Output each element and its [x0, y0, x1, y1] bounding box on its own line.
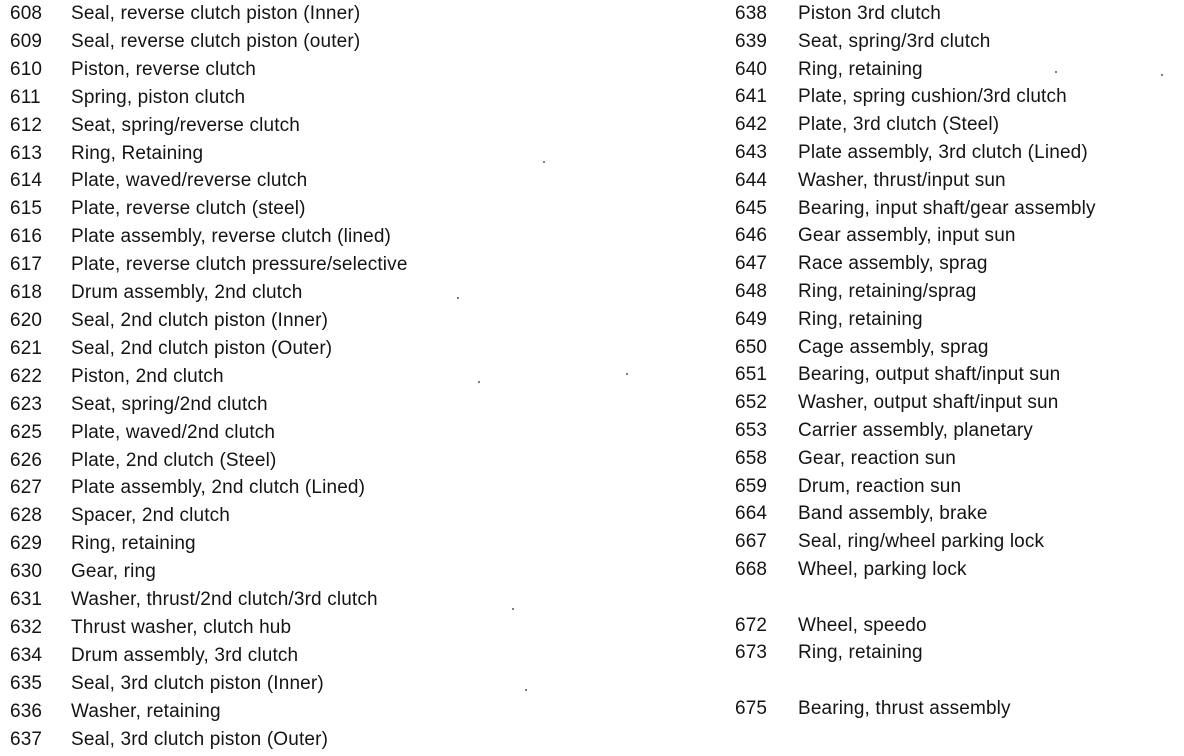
part-row: [731, 334, 1181, 362]
part-row: [4, 642, 564, 670]
scan-speck: [626, 373, 628, 375]
part-row: [731, 445, 1181, 473]
part-row: [4, 614, 564, 642]
part-number: 645: [735, 197, 768, 219]
part-number: 639: [735, 30, 768, 52]
part-number: 659: [735, 475, 768, 497]
part-row: [731, 111, 1181, 139]
part-number: 649: [735, 308, 768, 330]
part-row: [4, 167, 564, 195]
part-row: [731, 222, 1181, 250]
part-row: [4, 558, 564, 586]
part-row: [4, 502, 564, 530]
part-description: Seal, 2nd clutch piston (Outer): [71, 337, 333, 359]
part-number: 618: [10, 282, 43, 304]
part-row: [4, 223, 564, 251]
part-row: [4, 670, 564, 698]
part-row: [4, 84, 564, 112]
part-number: 615: [10, 198, 43, 220]
part-number: 614: [10, 170, 43, 192]
part-row: [4, 56, 564, 84]
scan-speck: [543, 161, 545, 163]
part-row: [4, 279, 564, 307]
part-description: Plate assembly, 3rd clutch (Lined): [798, 141, 1088, 163]
part-row: [4, 140, 564, 168]
part-number: 658: [735, 447, 768, 469]
part-description: Thrust washer, clutch hub: [71, 616, 292, 638]
part-row: [731, 556, 1181, 584]
part-row: [4, 726, 564, 754]
part-row: [731, 306, 1181, 334]
part-description: Seal, 2nd clutch piston (Inner): [71, 309, 329, 331]
part-number: 643: [735, 141, 768, 163]
part-description: Spacer, 2nd clutch: [71, 505, 231, 527]
part-row: [731, 139, 1181, 167]
part-row: [731, 695, 1181, 723]
part-description: Seal, ring/wheel parking lock: [798, 531, 1045, 553]
part-row: [4, 530, 564, 558]
part-description: Bearing, output shaft/input sun: [798, 364, 1061, 386]
part-description: Piston, reverse clutch: [71, 58, 256, 80]
part-row: [731, 250, 1181, 278]
part-number: 629: [10, 533, 43, 555]
part-row: [4, 195, 564, 223]
part-number: 612: [10, 114, 43, 136]
part-number: 646: [735, 225, 768, 247]
part-row: [4, 335, 564, 363]
part-number: 622: [10, 365, 43, 387]
part-row: [731, 612, 1181, 640]
part-description: Seat, spring/reverse clutch: [71, 114, 300, 136]
part-row: [4, 447, 564, 475]
part-description: Ring, retaining: [798, 308, 923, 330]
part-number: 638: [735, 3, 768, 24]
part-description: Cage assembly, sprag: [798, 336, 989, 358]
part-row: [731, 83, 1181, 111]
part-description: Seal, reverse clutch piston (outer): [71, 30, 361, 52]
part-number: 609: [10, 30, 43, 52]
list-spacer: [731, 584, 1181, 612]
part-number: 644: [735, 169, 768, 191]
part-description: Seat, spring/2nd clutch: [71, 393, 268, 415]
part-description: Washer, output shaft/input sun: [798, 392, 1059, 414]
part-number: 608: [10, 3, 43, 24]
part-row: [731, 56, 1181, 84]
part-description: Bearing, input shaft/gear assembly: [798, 197, 1096, 219]
part-number: 620: [10, 309, 43, 331]
part-number: 667: [735, 531, 768, 553]
list-spacer: [731, 667, 1181, 695]
part-row: [731, 28, 1181, 56]
part-number: 632: [10, 616, 43, 638]
part-description: Seal, reverse clutch piston (Inner): [71, 3, 361, 24]
part-description: Ring, retaining: [798, 642, 923, 664]
part-description: Seal, 3rd clutch piston (Inner): [71, 672, 324, 694]
part-description: Plate, waved/2nd clutch: [71, 421, 276, 443]
part-description: Piston 3rd clutch: [798, 3, 942, 24]
part-description: Ring, retaining: [798, 58, 923, 80]
part-row: [4, 28, 564, 56]
part-row: [731, 389, 1181, 417]
part-number: 621: [10, 337, 43, 359]
part-number: 640: [735, 58, 768, 80]
part-description: Plate, spring cushion/3rd clutch: [798, 86, 1067, 108]
part-number: 636: [10, 700, 43, 722]
part-row: [4, 391, 564, 419]
part-description: Gear, ring: [71, 561, 156, 583]
part-row: [731, 639, 1181, 667]
part-number: 648: [735, 280, 768, 302]
part-row: [731, 278, 1181, 306]
part-row: [731, 195, 1181, 223]
part-number: 611: [10, 86, 41, 108]
part-description: Gear assembly, input sun: [798, 225, 1016, 247]
part-description: Washer, thrust/input sun: [798, 169, 1006, 191]
part-row: [4, 474, 564, 502]
parts-list-left-column: [4, 0, 564, 753]
part-description: Ring, retaining: [71, 533, 196, 555]
part-description: Ring, Retaining: [71, 142, 204, 164]
part-description: Plate, reverse clutch (steel): [71, 198, 306, 220]
part-number: 627: [10, 477, 43, 499]
part-number: 642: [735, 114, 768, 136]
part-row: [4, 0, 564, 28]
part-description: Drum assembly, 2nd clutch: [71, 282, 303, 304]
part-number: 647: [735, 253, 768, 275]
part-row: [731, 0, 1181, 28]
part-number: 664: [735, 503, 768, 525]
part-number: 673: [735, 642, 768, 664]
part-number: 635: [10, 672, 43, 694]
part-description: Band assembly, brake: [798, 503, 988, 525]
part-row: [731, 361, 1181, 389]
part-description: Wheel, parking lock: [798, 558, 967, 580]
part-description: Washer, thrust/2nd clutch/3rd clutch: [71, 589, 378, 611]
part-number: 672: [735, 614, 768, 636]
part-description: Seat, spring/3rd clutch: [798, 30, 991, 52]
part-row: [4, 307, 564, 335]
parts-list-right-column: [731, 0, 1181, 723]
part-number: 651: [735, 364, 768, 386]
part-description: Washer, retaining: [71, 700, 221, 722]
part-number: 641: [735, 86, 768, 108]
part-description: Spring, piston clutch: [71, 86, 246, 108]
part-row: [4, 112, 564, 140]
part-number: 652: [735, 392, 768, 414]
part-number: 616: [10, 226, 43, 248]
part-description: Plate, waved/reverse clutch: [71, 170, 308, 192]
part-description: Gear, reaction sun: [798, 447, 956, 469]
part-number: 634: [10, 644, 43, 666]
scan-speck: [525, 689, 527, 691]
part-row: [4, 419, 564, 447]
part-row: [4, 363, 564, 391]
part-description: Ring, retaining/sprag: [798, 280, 977, 302]
part-number: 623: [10, 393, 43, 415]
part-description: Plate, 3rd clutch (Steel): [798, 114, 1000, 136]
part-number: 617: [10, 254, 43, 276]
part-number: 650: [735, 336, 768, 358]
scan-speck: [1055, 71, 1057, 73]
part-number: 610: [10, 58, 43, 80]
part-row: [731, 528, 1181, 556]
part-row: [731, 500, 1181, 528]
part-row: [4, 698, 564, 726]
part-row: [731, 473, 1181, 501]
part-description: Piston, 2nd clutch: [71, 365, 224, 387]
part-description: Plate, reverse clutch pressure/selective: [71, 254, 408, 276]
scan-speck: [1161, 74, 1163, 76]
part-description: Seal, 3rd clutch piston (Outer): [71, 728, 329, 750]
part-description: Drum, reaction sun: [798, 475, 962, 497]
part-row: [731, 167, 1181, 195]
part-description: Plate assembly, 2nd clutch (Lined): [71, 477, 366, 499]
part-number: 675: [735, 697, 768, 719]
part-number: 668: [735, 558, 768, 580]
part-description: Carrier assembly, planetary: [798, 419, 1033, 441]
scan-speck: [512, 608, 514, 610]
part-description: Wheel, speedo: [798, 614, 927, 636]
part-description: Bearing, thrust assembly: [798, 697, 1011, 719]
part-row: [4, 586, 564, 614]
part-number: 628: [10, 505, 43, 527]
part-description: Plate, 2nd clutch (Steel): [71, 449, 277, 471]
part-row: [731, 417, 1181, 445]
part-row: [4, 251, 564, 279]
part-description: Drum assembly, 3rd clutch: [71, 644, 299, 666]
scan-speck: [478, 381, 480, 383]
part-number: 630: [10, 561, 43, 583]
scan-speck: [457, 297, 459, 299]
part-number: 653: [735, 419, 768, 441]
part-number: 631: [10, 589, 43, 611]
part-number: 626: [10, 449, 43, 471]
part-number: 613: [10, 142, 43, 164]
part-description: Plate assembly, reverse clutch (lined): [71, 226, 392, 248]
part-description: Race assembly, sprag: [798, 253, 988, 275]
part-number: 625: [10, 421, 43, 443]
part-number: 637: [10, 728, 43, 750]
